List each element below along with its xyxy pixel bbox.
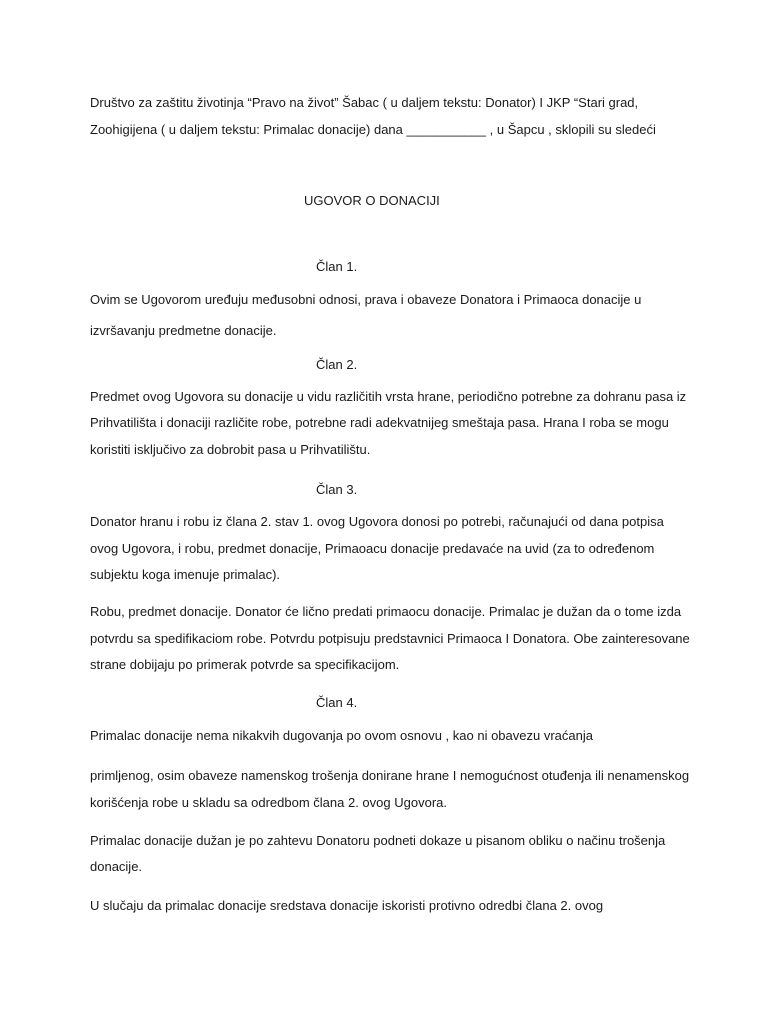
intro-line-1: Društvo za zaštitu životinja “Pravo na život” Šabac ( u daljem tekstu: Donator) I JKP “Stari grad,: [90, 95, 639, 110]
clan1-line-1: Ovim se Ugovorom uređuju međusobni odnosi, prava i obaveze Donatora i Primaoca donacije u: [90, 292, 642, 307]
clan1-line-2: izvršavanju predmetne donacije.: [90, 323, 277, 338]
clan3-p1-line-2: ovog Ugovora, i robu, predmet donacije, Primaoacu donacije predavaće na uvid (za to određenom: [90, 541, 655, 556]
clan4-p4-line-1: U slučaju da primalac donacije sredstava donacije iskoristi protivno odredbi člana 2. ovog: [90, 898, 604, 913]
clan4-p2-line-1: primljenog, osim obaveze namenskog trošenja donirane hrane I nemogućnost otuđenja ili nenamenskog: [90, 768, 690, 783]
clan3-p2-line-2: potvrdu sa spedifikaciom robe. Potvrdu potpisuju predstavnici Primaoca I Donatora. Obe zainteresovane: [90, 631, 690, 646]
clan3-p2-line-3: strane dobijaju po primerak potvrde sa specifikacijom.: [90, 657, 400, 672]
clan3-p1-line-1: Donator hranu i robu iz člana 2. stav 1. ovog Ugovora donosi po potrebi, računajući od dana potpisa: [90, 514, 664, 529]
clan4-p3-line-1: Primalac donacije dužan je po zahtevu Donatoru podneti dokaze u pisanom obliku o načinu trošenja: [90, 833, 666, 848]
clan2-line-1: Predmet ovog Ugovora su donacije u vidu različitih vrsta hrane, periodično potrebne za dohranu pasa iz: [90, 389, 687, 404]
clan3-heading: Član 3.: [316, 482, 358, 497]
document-title: UGOVOR O DONACIJI: [304, 193, 440, 208]
clan4-p3-line-2: donacije.: [90, 859, 143, 874]
clan3-p1-line-3: subjektu koga imenuje primalac).: [90, 567, 281, 582]
clan4-p1-line-1: Primalac donacije nema nikakvih dugovanja po ovom osnovu , kao ni obavezu vraćanja: [90, 728, 593, 743]
clan2-heading: Član 2.: [316, 357, 358, 372]
clan4-p2-line-2: korišćenja robe u skladu sa odredbom člana 2. ovog Ugovora.: [90, 795, 447, 810]
intro-line-2: Zoohigijena ( u daljem tekstu: Primalac donacije) dana ___________ , u Šapcu , sklopili su sledeći: [90, 122, 656, 137]
clan2-line-3: koristiti isključivo za dobrobit pasa u Prihvatilištu.: [90, 442, 371, 457]
clan1-heading: Član 1.: [316, 259, 358, 274]
clan4-heading: Član 4.: [316, 695, 358, 710]
clan2-line-2: Prihvatilišta i donaciji različite robe, potrebne radi adekvatnijeg smeštaja pasa. Hrana I roba se mogu: [90, 415, 669, 430]
clan3-p2-line-1: Robu, predmet donacije. Donator će lično predati primaocu donacije. Primalac je dužan da o tome izda: [90, 604, 682, 619]
